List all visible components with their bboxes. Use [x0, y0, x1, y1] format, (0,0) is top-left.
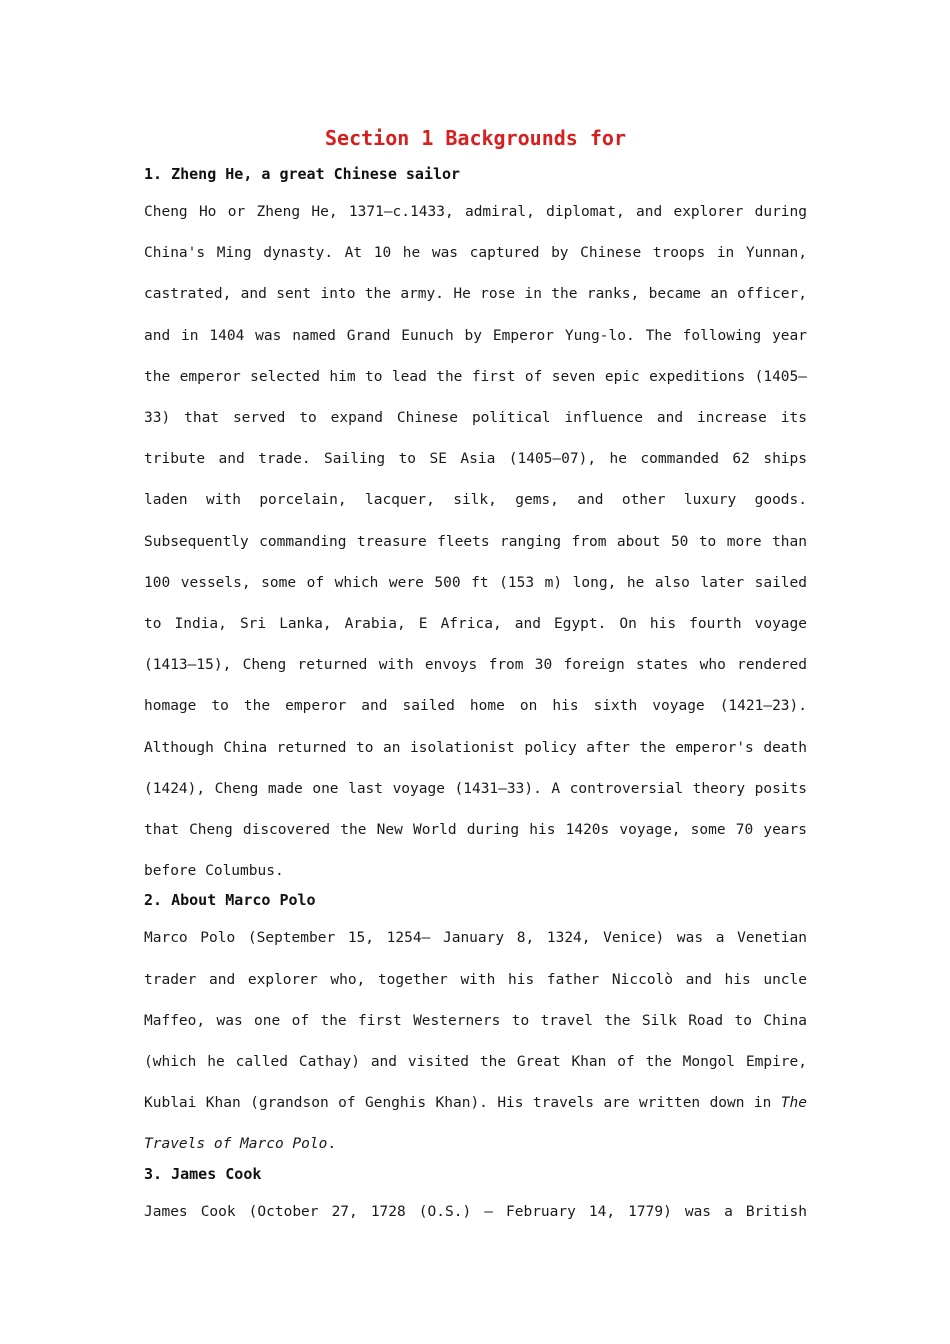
section-heading-marco-polo: 2. About Marco Polo	[144, 891, 316, 910]
section-text-marco-polo	[144, 918, 807, 1165]
book-title: The Travels of Marco Polo	[144, 1095, 807, 1153]
marco-polo-text: Marco Polo (September 15, 1254— January 8, 1324, Venice) was a Venetian trader and explorer who, together with his father Niccolò and his uncle Maffeo, was one of the first Westerners to travel the Silk Road to China (which he called Cathay) and visited the Great Khan of the Mongol Empire, Kublai Khan (grandson of Genghis Khan). His travels are written down in	[144, 930, 807, 1112]
section-heading-james-cook: 3. James Cook	[144, 1164, 262, 1183]
page-title: Section 1 Backgrounds for	[324, 126, 627, 150]
section-text-zheng-he: Cheng Ho or Zheng He, 1371–c.1433, admiral, diplomat, and explorer during China's Ming dynasty. At 10 he was captured by Chinese troops in Yunnan, castrated, and sent into the army. He rose in the ranks, became an officer, and in 1404 was named Grand Eunuch by Emperor Yung-lo. The following year the emperor selected him to lead the first of seven epic expeditions (1405–33) that served to expand Chinese political influence and increase its tribute and trade. Sailing to SE Asia (1405–07), he commanded 62 ships laden with porcelain, lacquer, silk, gems, and other luxury goods. Subsequently commanding treasure fleets ranging from about 50 to more than 100 vessels, some of which were 500 ft (153 m) long, he also later sailed to India, Sri Lanka, Arabia, E Africa, and Egypt. On his fourth voyage (1413–15), Cheng returned with envoys from 30 foreign states who rendered homage to the emperor and sailed home on his sixth voyage (1421–23). Although China returned to an isolationist policy after the emperor's death (1424), Cheng made one last voyage (1431–33). A controversial theory posits that Cheng discovered the New World during his 1420s voyage, some 70 years before Columbus.	[144, 204, 807, 880]
document-page	[144, 120, 807, 1233]
section-text-james-cook: James Cook (October 27, 1728 (O.S.) – February 14, 1779) was a British	[144, 1203, 807, 1220]
marco-polo-text-end: .	[327, 1136, 337, 1153]
section-heading-zheng-he: 1. Zheng He, a great Chinese sailor	[144, 165, 461, 183]
